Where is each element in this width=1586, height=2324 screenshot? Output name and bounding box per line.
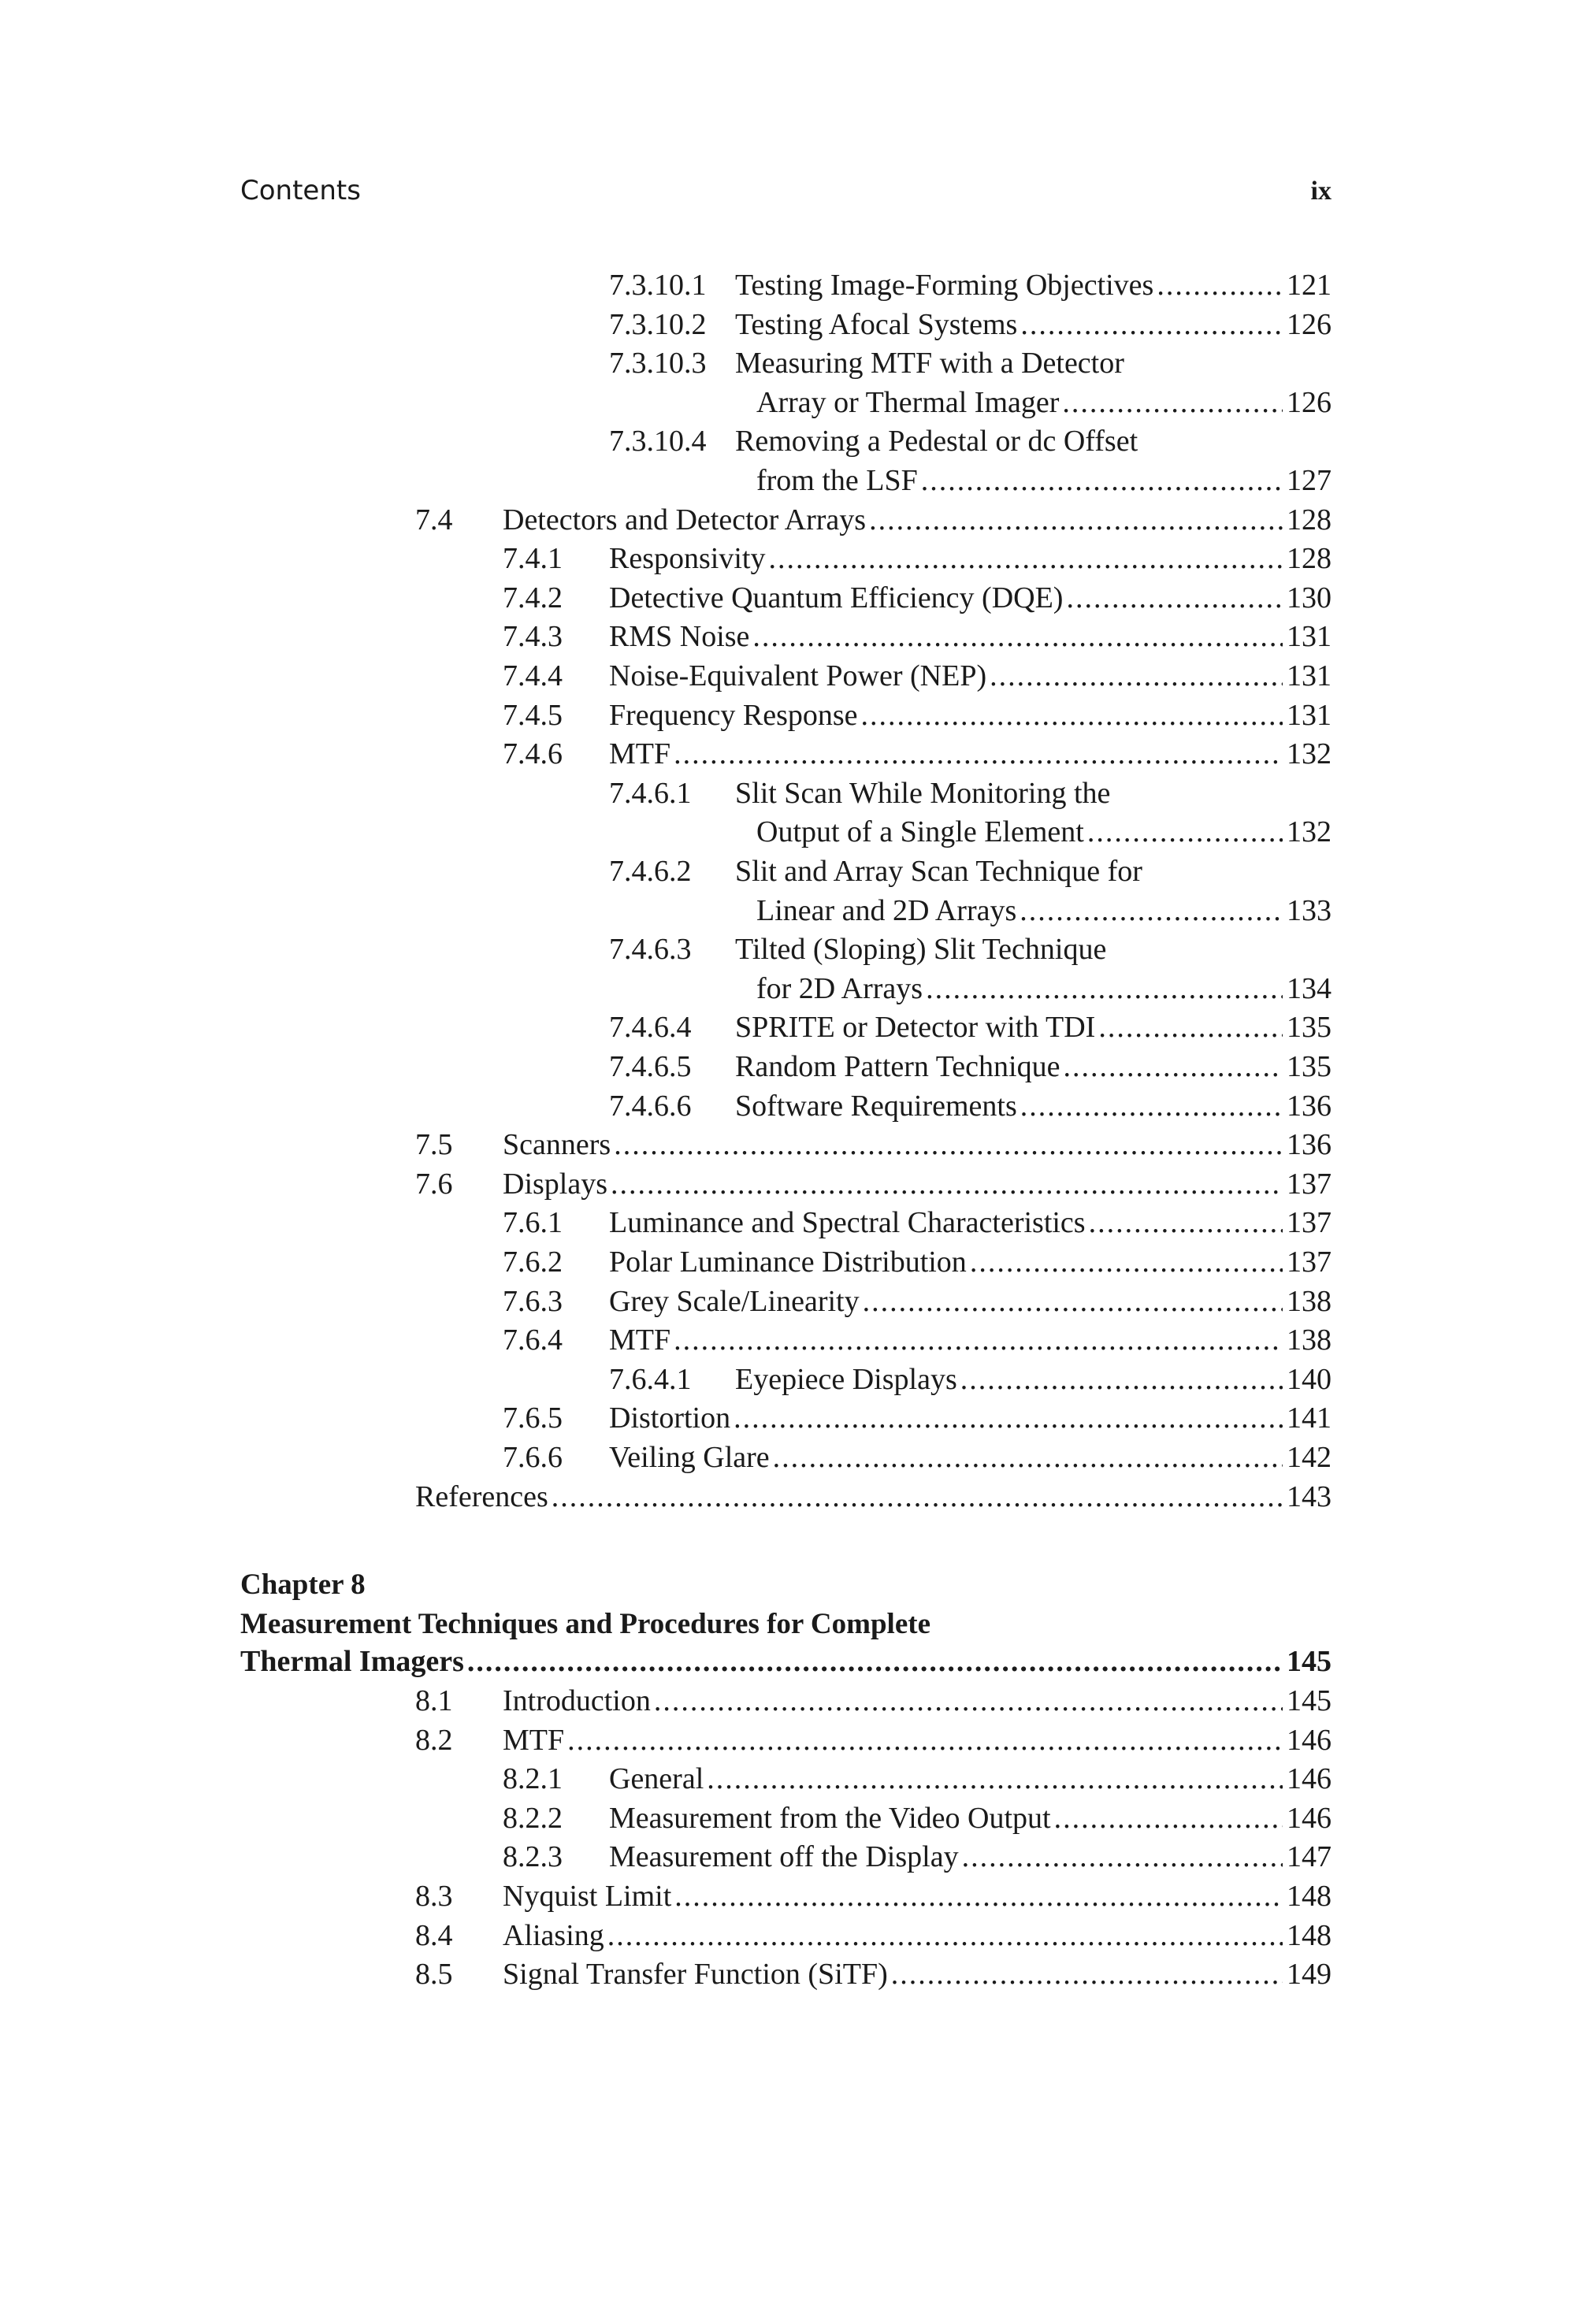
toc-entry-title: Aliasing — [503, 1918, 604, 1952]
toc-entry-title: Distortion — [609, 1401, 731, 1435]
toc-entry-page: 131 — [1287, 620, 1332, 654]
dot-leader — [960, 1360, 1283, 1399]
toc-entry-title: Noise-Equivalent Power (NEP) — [609, 659, 987, 692]
toc-entry-title: Displays — [503, 1167, 607, 1201]
toc-entry[interactable] — [0, 343, 1586, 383]
toc-entry-page: 128 — [1287, 503, 1332, 536]
toc-entry-title: Luminance and Spectral Characteristics — [609, 1206, 1086, 1240]
chapter-entry[interactable] — [0, 1642, 1586, 1681]
dot-leader — [861, 696, 1283, 735]
toc-entry-page: 145 — [1287, 1684, 1332, 1717]
toc-entry-title: Responsivity — [609, 542, 766, 576]
dot-leader — [773, 1438, 1283, 1477]
toc-entry[interactable] — [0, 578, 1586, 618]
toc-entry-number: 8.2 — [415, 1723, 453, 1757]
dot-leader — [1098, 1008, 1283, 1047]
dot-leader — [1063, 1047, 1283, 1086]
toc-entry[interactable] — [0, 383, 1586, 422]
toc-entry-page: 137 — [1287, 1167, 1332, 1201]
dot-leader — [1020, 891, 1283, 930]
toc-entry-number: 7.3.10.4 — [609, 425, 707, 458]
toc-entry-page: 147 — [1287, 1840, 1332, 1874]
toc-entry-page: 148 — [1287, 1918, 1332, 1952]
dot-leader — [1020, 1086, 1283, 1126]
toc-entry-number: 7.6 — [415, 1167, 453, 1201]
toc-entry-title: Scanners — [503, 1128, 611, 1162]
toc-entry-number: 7.4.2 — [503, 581, 563, 614]
toc-entry-title: MTF — [503, 1723, 565, 1757]
dot-leader — [674, 1877, 1283, 1916]
toc-entry-title: Nyquist Limit — [503, 1880, 672, 1913]
toc-entry-title: Testing Afocal Systems — [735, 307, 1018, 341]
toc-entry-title: Grey Scale/Linearity — [609, 1284, 860, 1318]
toc-entry[interactable] — [0, 1398, 1586, 1438]
toc-entry-number: 7.3.10.3 — [609, 347, 707, 381]
toc-entry-number: 7.4.1 — [503, 542, 563, 576]
toc-entry-number: 7.4.5 — [503, 698, 563, 732]
toc-entry[interactable] — [0, 1242, 1586, 1282]
toc-entry-number: 7.6.4.1 — [609, 1362, 692, 1396]
toc-entry[interactable] — [0, 1916, 1586, 1955]
toc-entry-number: 8.1 — [415, 1684, 453, 1717]
dot-leader — [863, 1282, 1283, 1321]
toc-entry-title: Slit Scan While Monitoring the — [735, 776, 1111, 810]
toc-entry-title: Output of a Single Element — [756, 815, 1084, 849]
toc-entry-number: 8.2.3 — [503, 1840, 563, 1874]
dot-leader — [567, 1721, 1283, 1760]
toc-entry[interactable] — [0, 1955, 1586, 1994]
toc-entry[interactable] — [0, 1282, 1586, 1321]
dot-leader — [1062, 383, 1283, 422]
dot-leader — [611, 1164, 1283, 1204]
toc-entry-page: 130 — [1287, 581, 1332, 614]
toc-entry[interactable] — [0, 1320, 1586, 1360]
toc-entry-number: 7.6.2 — [503, 1246, 563, 1279]
toc-entry-number: 7.3.10.2 — [609, 307, 707, 341]
toc-entry-number: 7.3.10.1 — [609, 269, 707, 302]
toc-entry-title: Frequency Response — [609, 698, 858, 732]
toc-entry-page: 133 — [1287, 893, 1332, 927]
toc-entry[interactable] — [0, 1086, 1586, 1126]
toc-entry-number: 7.4.6.4 — [609, 1011, 692, 1045]
toc-entry-page: 132 — [1287, 737, 1332, 771]
toc-entry[interactable] — [0, 656, 1586, 696]
toc-entry-page: 141 — [1287, 1401, 1332, 1435]
toc-entry-number: 8.2.2 — [503, 1801, 563, 1835]
toc-entry-number: 8.5 — [415, 1958, 453, 1992]
toc-entry[interactable] — [0, 1681, 1586, 1721]
toc-entry[interactable] — [0, 891, 1586, 930]
toc-entry-title: Eyepiece Displays — [735, 1362, 957, 1396]
toc-entry[interactable] — [0, 1438, 1586, 1477]
running-header-title: Contents — [240, 175, 361, 206]
toc-entry[interactable] — [0, 930, 1586, 969]
toc-entry[interactable] — [0, 617, 1586, 656]
toc-entry-page: 146 — [1287, 1723, 1332, 1757]
toc-entry-page: 146 — [1287, 1801, 1332, 1835]
toc-entry-page: 140 — [1287, 1362, 1332, 1396]
toc-entry-title: Linear and 2D Arrays — [756, 893, 1017, 927]
toc-entry-title: Introduction — [503, 1684, 651, 1717]
dot-leader — [1054, 1799, 1283, 1838]
toc-entry-title: General — [609, 1762, 704, 1796]
toc-entry[interactable] — [0, 1125, 1586, 1164]
dot-leader — [1020, 305, 1283, 344]
chapter-page: 145 — [1287, 1645, 1332, 1678]
dot-leader — [1157, 265, 1283, 305]
toc-entry[interactable] — [0, 1360, 1586, 1399]
toc-entry-title: Removing a Pedestal or dc Offset — [735, 425, 1138, 458]
toc-entry-title: MTF — [609, 1323, 671, 1357]
toc-entry-title: Slit and Array Scan Technique for — [735, 855, 1142, 888]
toc-entry[interactable] — [0, 852, 1586, 891]
toc-entry-title: MTF — [609, 737, 671, 771]
dot-leader — [752, 617, 1283, 656]
toc-entry-page: 135 — [1287, 1011, 1332, 1045]
dot-leader — [990, 656, 1283, 696]
toc-entry[interactable] — [0, 461, 1586, 500]
toc-entry-page: 126 — [1287, 307, 1332, 341]
page-number: ix — [1310, 176, 1332, 206]
toc-entry[interactable] — [0, 734, 1586, 774]
toc-entry-title: Measurement off the Display — [609, 1840, 959, 1874]
toc-entry-title: for 2D Arrays — [756, 971, 923, 1005]
toc-entry-number: 7.4 — [415, 503, 453, 536]
toc-entry-page: 149 — [1287, 1958, 1332, 1992]
toc-entry-title: Polar Luminance Distribution — [609, 1246, 967, 1279]
toc-entry-number: 7.6.3 — [503, 1284, 563, 1318]
toc-entry-page: 134 — [1287, 971, 1332, 1005]
toc-entry[interactable] — [0, 421, 1586, 461]
toc-entry-title: Software Requirements — [735, 1089, 1017, 1123]
toc-entry-page: 131 — [1287, 698, 1332, 732]
toc-entry-page: 142 — [1287, 1441, 1332, 1474]
toc-entry[interactable] — [0, 1721, 1586, 1760]
toc-entry-page: 128 — [1287, 542, 1332, 576]
toc-entry-number: 8.3 — [415, 1880, 453, 1913]
dot-leader — [926, 969, 1283, 1008]
dot-leader — [1087, 812, 1283, 852]
dot-leader — [962, 1837, 1283, 1877]
toc-entry-number: 8.2.1 — [503, 1762, 563, 1796]
toc-entry-title: from the LSF — [756, 464, 918, 497]
toc-entry-page: 121 — [1287, 269, 1332, 302]
toc-entry-page: 127 — [1287, 464, 1332, 497]
dot-leader — [768, 539, 1283, 578]
chapter-label: Chapter 8 — [240, 1569, 366, 1601]
toc-entry[interactable] — [0, 1203, 1586, 1242]
toc-entry-title: Veiling Glare — [609, 1441, 770, 1474]
toc-entry-title: Tilted (Sloping) Slit Technique — [735, 933, 1107, 967]
toc-entry[interactable] — [0, 1047, 1586, 1086]
toc-entry-number: 7.4.6 — [503, 737, 563, 771]
dot-leader — [707, 1759, 1283, 1799]
toc-entry-title: Measuring MTF with a Detector — [735, 347, 1124, 381]
toc-entry-number: 7.4.6.2 — [609, 855, 692, 888]
dot-leader — [674, 734, 1283, 774]
toc-entry-number: 7.4.6.6 — [609, 1089, 692, 1123]
toc-entry-number: 7.4.6.1 — [609, 776, 692, 810]
toc-entry-page: 143 — [1287, 1479, 1332, 1513]
toc-entry-number: 7.6.4 — [503, 1323, 563, 1357]
toc-entry[interactable] — [0, 1837, 1586, 1877]
toc-entry-number: 7.4.6.5 — [609, 1050, 692, 1083]
toc-entry[interactable] — [0, 812, 1586, 852]
dot-leader — [552, 1477, 1283, 1517]
toc-entry[interactable] — [0, 305, 1586, 344]
dot-leader — [614, 1125, 1283, 1164]
chapter-title-continued: Thermal Imagers — [240, 1645, 464, 1678]
toc-entry[interactable] — [0, 969, 1586, 1008]
toc-entry[interactable] — [0, 1759, 1586, 1799]
toc-entry-number: 7.6.1 — [503, 1206, 563, 1240]
toc-entry-number: 8.4 — [415, 1918, 453, 1952]
dot-leader — [891, 1955, 1283, 1994]
dot-leader — [1089, 1203, 1283, 1242]
toc-entry-page: 137 — [1287, 1206, 1332, 1240]
toc-entry-title: Random Pattern Technique — [735, 1050, 1060, 1083]
toc-entry[interactable] — [0, 265, 1586, 305]
toc-entry-page: 135 — [1287, 1050, 1332, 1083]
toc-entry-title: Array or Thermal Imager — [756, 385, 1060, 419]
toc-entry-page: 138 — [1287, 1323, 1332, 1357]
toc-entry-title: Detectors and Detector Arrays — [503, 503, 867, 536]
chapter-title[interactable]: Measurement Techniques and Procedures for Complete — [240, 1608, 930, 1640]
toc-entry-page: 138 — [1287, 1284, 1332, 1318]
toc-entry-title: RMS Noise — [609, 620, 750, 654]
toc-entry-page: 137 — [1287, 1246, 1332, 1279]
toc-entry-number: 7.6.6 — [503, 1441, 563, 1474]
toc-entry-page: 132 — [1287, 815, 1332, 849]
toc-entry[interactable] — [0, 1799, 1586, 1838]
dot-leader — [869, 500, 1283, 540]
toc-entry-page: 126 — [1287, 385, 1332, 419]
dot-leader — [970, 1242, 1283, 1282]
dot-leader — [674, 1320, 1283, 1360]
dot-leader — [1066, 578, 1283, 618]
dot-leader — [921, 461, 1283, 500]
toc-entry-number: 7.6.5 — [503, 1401, 563, 1435]
toc-entry-page: 146 — [1287, 1762, 1332, 1796]
dot-leader — [734, 1398, 1283, 1438]
toc-entry-title: SPRITE or Detector with TDI — [735, 1011, 1096, 1045]
toc-entry-number: 7.4.3 — [503, 620, 563, 654]
toc-entry-page: 131 — [1287, 659, 1332, 692]
dot-leader — [467, 1642, 1283, 1681]
toc-entry[interactable] — [0, 500, 1586, 540]
toc-entry-page: 136 — [1287, 1089, 1332, 1123]
toc-entry-page: 136 — [1287, 1128, 1332, 1162]
toc-entry[interactable] — [0, 696, 1586, 735]
toc-entry[interactable] — [0, 1477, 1586, 1517]
toc-entry-number: 7.4.4 — [503, 659, 563, 692]
toc-entry[interactable] — [0, 1008, 1586, 1047]
toc-entry[interactable] — [0, 539, 1586, 578]
toc-entry-page: 148 — [1287, 1880, 1332, 1913]
toc-entry[interactable] — [0, 774, 1586, 813]
dot-leader — [654, 1681, 1283, 1721]
toc-entry-title: Measurement from the Video Output — [609, 1801, 1051, 1835]
toc-entry-number: 7.5 — [415, 1128, 453, 1162]
toc-entry[interactable] — [0, 1877, 1586, 1916]
toc-entry-title: Signal Transfer Function (SiTF) — [503, 1958, 888, 1992]
toc-entry-title: Detective Quantum Efficiency (DQE) — [609, 581, 1064, 614]
toc-entry[interactable] — [0, 1164, 1586, 1204]
dot-leader — [607, 1916, 1283, 1955]
toc-entry-number: 7.4.6.3 — [609, 933, 692, 967]
toc-entry-title: Testing Image-Forming Objectives — [735, 269, 1154, 302]
toc-entry-title: References — [415, 1479, 548, 1513]
